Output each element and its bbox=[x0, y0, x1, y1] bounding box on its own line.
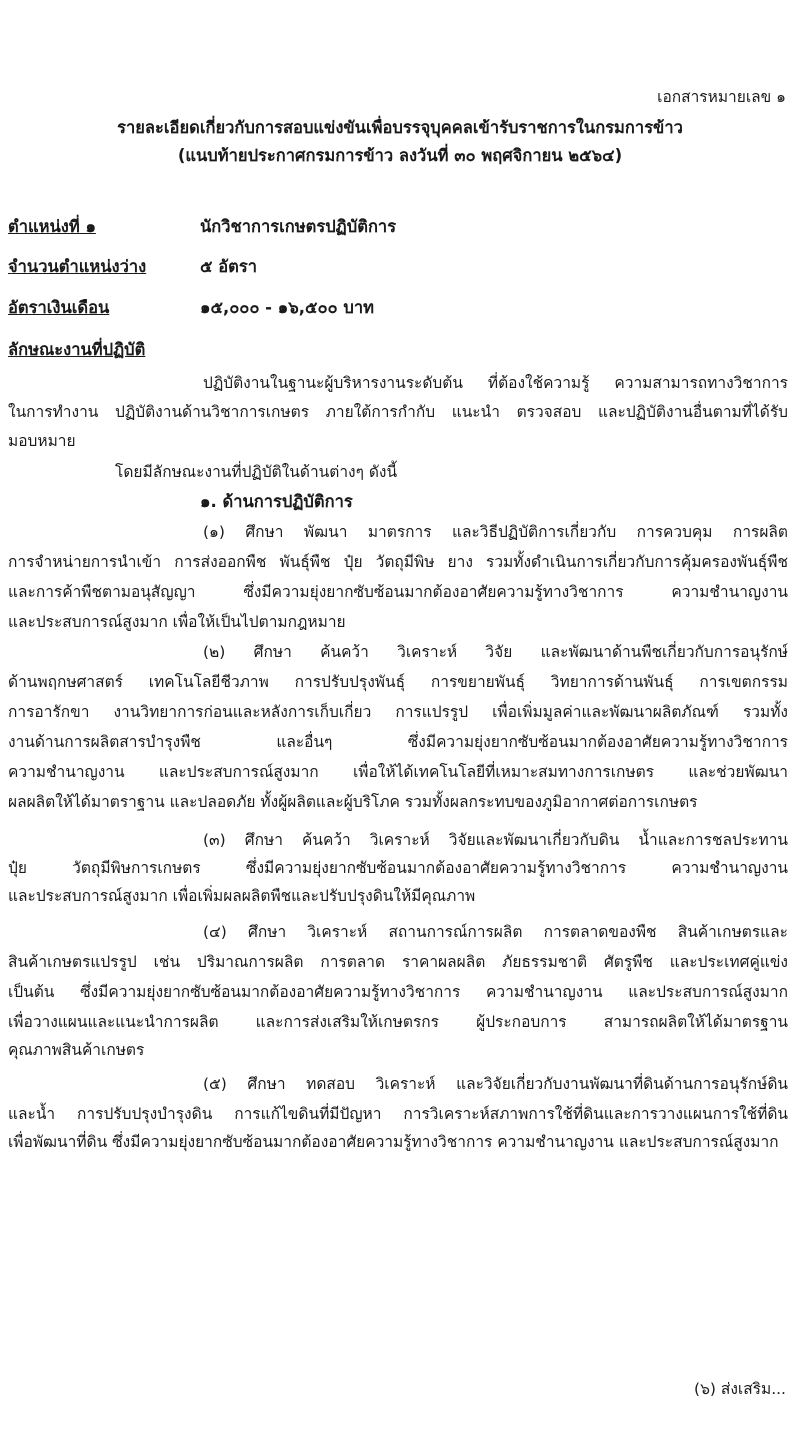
document-title: รายละเอียดเกี่ยวกับการสอบแข่งขันเพื่อบรรจุบุคคลเข้ารับราชการในกรมการข้าว bbox=[117, 118, 683, 137]
duty-item-line: งานด้านการผลิตสารบำรุงพืช และอื่นๆ ซึ่งมีความยุ่งยากซับซ้อนมากต้องอาศัยความรู้ทางวิชาการ bbox=[8, 733, 788, 751]
duty-item-line: (๕) ศึกษา ทดสอบ วิเคราะห์ และวิจัยเกี่ยวกับงานพัฒนาที่ดินด้านการอนุรักษ์ดิน bbox=[203, 1075, 788, 1093]
intro-line: มอบหมาย bbox=[8, 432, 76, 450]
document-subtitle: (แนบท้ายประกาศกรมการข้าว ลงวันที่ ๓๐ พฤศจิกายน ๒๕๖๔) bbox=[177, 146, 623, 165]
duty-item-line: สินค้าเกษตรแปรรูป เช่น ปริมาณการผลิต การตลาด ราคาผลผลิต ภัยธรรมชาติ ศัตรูพืช และประเทศคู่แข่ง bbox=[8, 953, 788, 971]
duty-item-line: ความชำนาญงาน และประสบการณ์สูงมาก เพื่อให้ได้เทคโนโลยีที่เหมาะสมทางการเกษตร และช่วยพัฒนา bbox=[8, 763, 788, 781]
section-heading: ๑. ด้านการปฏิบัติการ bbox=[200, 492, 353, 511]
duty-item-line: (๔) ศึกษา วิเคราะห์ สถานการณ์การผลิต การตลาดของพืช สินค้าเกษตรและ bbox=[203, 923, 788, 941]
duty-item-line: (๑) ศึกษา พัฒนา มาตรการ และวิธีปฏิบัติการเกี่ยวกับ การควบคุม การผลิต bbox=[203, 523, 788, 541]
duty-item-line: คุณภาพสินค้าเกษตร bbox=[8, 1041, 145, 1059]
field-label-vacancies: จำนวนตำแหน่งว่าง bbox=[8, 257, 147, 276]
field-value-salary: ๑๕,๐๐๐ - ๑๖,๕๐๐ บาท bbox=[200, 298, 374, 317]
field-value-vacancies: ๕ อัตรา bbox=[200, 257, 257, 276]
duty-item-line: และการค้าพืชตามอนุสัญญา ซึ่งมีความยุ่งยากซับซ้อนมากต้องอาศัยความรู้ทางวิชาการ ความชำนาญงาน bbox=[8, 583, 788, 601]
duty-item-line: เพื่อพัฒนาที่ดิน ซึ่งมีความยุ่งยากซับซ้อนมากต้องอาศัยความรู้ทางวิชาการ ความชำนาญงาน และประสบการณ์สูงมาก bbox=[8, 1133, 779, 1151]
duties-heading: ลักษณะงานที่ปฏิบัติ bbox=[8, 340, 146, 359]
field-label-position: ตำแหน่งที่ ๑ bbox=[8, 217, 96, 236]
duty-item-line: และประสบการณ์สูงมาก เพื่อให้เป็นไปตามกฎหมาย bbox=[8, 613, 346, 631]
intro-line: ปฏิบัติงานในฐานะผู้บริหารงานระดับต้น ที่ต้องใช้ความรู้ ความสามารถทางวิชาการ bbox=[203, 374, 788, 392]
duty-item-line: การอารักขา งานวิทยาการก่อนและหลังการเก็บเกี่ยว การแปรรูป เพื่อเพิ่มมูลค่าและพัฒนาผลิตภัณฑ์ รวมทั้ง bbox=[8, 703, 788, 721]
field-label-salary: อัตราเงินเดือน bbox=[8, 298, 110, 317]
duty-item-line: เป็นต้น ซึ่งมีความยุ่งยากซับซ้อนมากต้องอาศัยความรู้ทางวิชาการ ความชำนาญงาน และประสบการณ์สูงมาก bbox=[8, 983, 788, 1001]
duty-item-line: เพื่อวางแผนและแนะนำการผลิต และการส่งเสริมให้เกษตรกร ผู้ประกอบการ สามารถผลิตให้ได้มาตรฐาน bbox=[8, 1013, 788, 1031]
duty-item-line: และน้ำ การปรับปรุงบำรุงดิน การแก้ไขดินที่มีปัญหา การวิเคราะห์สภาพการใช้ที่ดินและการวางแผนการใช้ที่ดิน bbox=[8, 1105, 788, 1123]
intro-line: ในการทำงาน ปฏิบัติงานด้านวิชาการเกษตร ภายใต้การกำกับ แนะนำ ตรวจสอบ และปฏิบัติงานอื่นตามที่ได้รับ bbox=[8, 403, 788, 421]
duty-item-line: การจำหน่ายการนำเข้า การส่งออกพืช พันธุ์พืช ปุ๋ย วัตถุมีพิษ ยาง รวมทั้งดำเนินการเกี่ยวกับการคุ้มครองพันธุ์พืช bbox=[8, 553, 788, 571]
duty-item-line: (๒) ศึกษา ค้นคว้า วิเคราะห์ วิจัย และพัฒนาด้านพืชเกี่ยวกับการอนุรักษ์ bbox=[203, 643, 788, 661]
document-number: เอกสารหมายเลข ๑ bbox=[657, 88, 786, 106]
duty-item-line: ผลผลิตให้ได้มาตราฐาน และปลอดภัย ทั้งผู้ผลิตและผู้บริโภค รวมทั้งผลกระทบของภูมิอากาศต่อการเกษตร bbox=[8, 793, 698, 811]
duty-item-line: ปุ๋ย วัตถุมีพิษการเกษตร ซึ่งมีความยุ่งยากซับซ้อนมากต้องอาศัยความรู้ทางวิชาการ ความชำนาญงาน bbox=[8, 859, 788, 877]
duty-item-line: และประสบการณ์สูงมาก เพื่อเพิ่มผลผลิตพืชและปรับปรุงดินให้มีคุณภาพ bbox=[8, 887, 476, 905]
duty-item-line: (๓) ศึกษา ค้นคว้า วิเคราะห์ วิจัยและพัฒนาเกี่ยวกับดิน น้ำและการชลประทาน bbox=[203, 831, 788, 849]
duty-item-line: ด้านพฤกษศาสตร์ เทคโนโลยีชีวภาพ การปรับปรุงพันธุ์ การขยายพันธุ์ วิทยาการด้านพันธุ์ การเขตกรรม bbox=[8, 673, 788, 691]
continuation-text: (๖) ส่งเสริม... bbox=[694, 1380, 786, 1398]
field-value-position: นักวิชาการเกษตรปฏิบัติการ bbox=[200, 217, 397, 236]
lead-text: โดยมีลักษณะงานที่ปฏิบัติในด้านต่างๆ ดังนี้ bbox=[115, 463, 398, 481]
